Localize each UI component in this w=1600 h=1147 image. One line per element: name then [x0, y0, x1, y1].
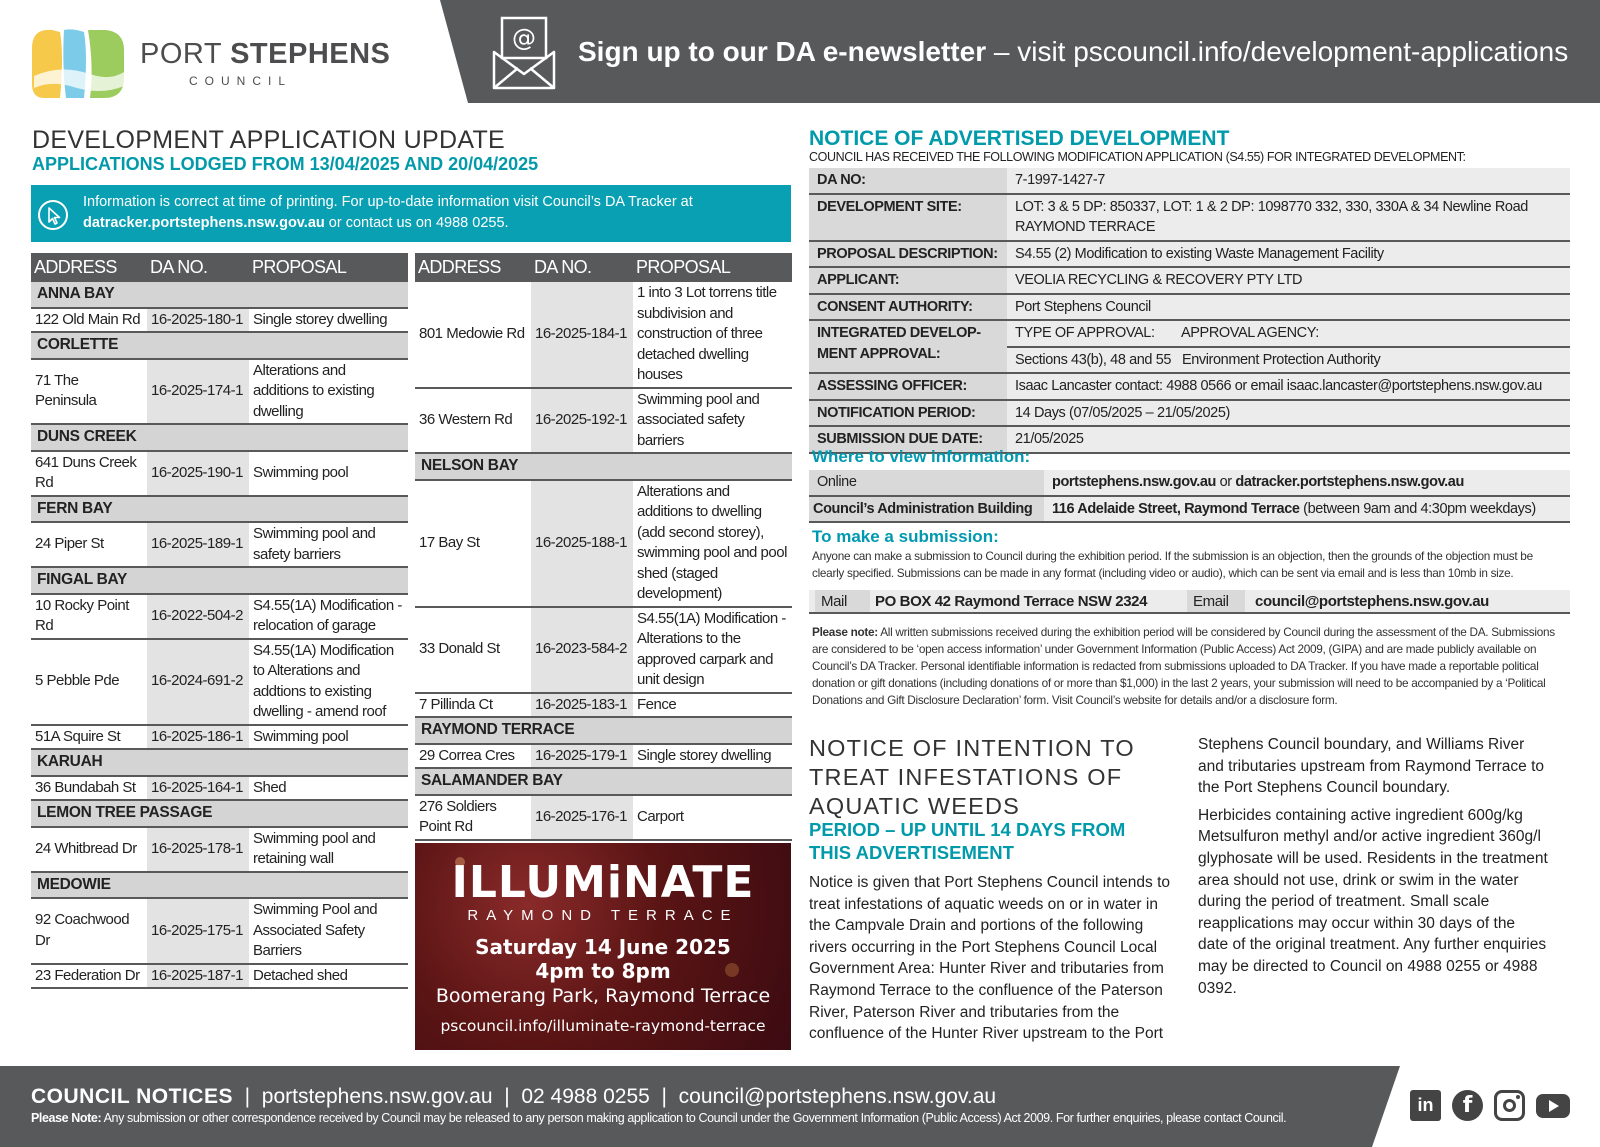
suburb-name: ANNA BAY	[31, 282, 408, 308]
da-address: 51A Squire St	[31, 725, 147, 750]
suburb-header	[31, 800, 408, 827]
suburb-name: LEMON TREE PASSAGE	[31, 800, 408, 827]
suburb-header	[415, 768, 792, 795]
da-proposal: Swimming pool and retaining wall	[249, 827, 408, 872]
da-address: 71 The Peninsula	[31, 359, 147, 425]
da-address: 122 Old Main Rd	[31, 308, 147, 333]
da-update-subtitle: APPLICATIONS LODGED FROM 13/04/2025 AND 20/04/2025	[32, 154, 539, 174]
suburb-header	[415, 453, 792, 480]
illuminate-date: Saturday 14 June 2025	[475, 935, 731, 959]
suburb-name: FINGAL BAY	[31, 567, 408, 594]
weeds-paragraph-2: Herbicides containing active ingredient 600g/kg Metsulfuron methyl and/or active ingredient 360g/l glyphosate will be used. Residents in the treatment area should not use, drink or swim in the water during the period of treatment. Small scale reapplications may occur within 30 days of the date of the original treatment. Any further enquiries may be directed to Council on 4988 0255 or 4988 0392.	[1198, 806, 1548, 997]
da-proposal: 1 into 3 Lot torrens title subdivision and construction of three detached dwelling houses	[633, 282, 792, 388]
da-proposal: Swimming Pool and Associated Safety Barriers	[249, 898, 408, 964]
suburb-name: SALAMANDER BAY	[415, 768, 792, 795]
detail-value: 14 Days (07/05/2025 – 21/05/2025)	[1007, 400, 1570, 427]
da-address: 36 Bundabah St	[31, 776, 147, 801]
detail-value: Port Stephens Council	[1007, 294, 1570, 321]
instagram-icon[interactable]	[1494, 1090, 1525, 1121]
da-proposal: S4.55(1A) Modification to Alterations and addtions to existing dwelling - amend roof	[249, 639, 408, 725]
weeds-paragraph-1-part-2: Stephens Council boundary, and Williams River and tributaries upstream from Raymond Terrace to the Port Stephens Council boundary.	[1198, 736, 1545, 797]
da-table-right	[415, 253, 792, 841]
detail-label: DA NO:	[809, 168, 1007, 194]
da-address: 801 Medowie Rd	[415, 282, 531, 388]
da-number[interactable]: 16-2025-187-1	[147, 964, 249, 989]
footer-contacts: COUNCIL NOTICES | portstephens.nsw.gov.au | 02 4988 0255 | council@portstephens.nsw.gov.au	[31, 1085, 997, 1108]
da-table-left	[31, 253, 408, 989]
da-row	[31, 308, 408, 333]
where-to-view-title: Where to view information:	[812, 447, 1031, 466]
footer-label: COUNCIL NOTICES	[31, 1085, 233, 1108]
da-row	[31, 776, 408, 801]
suburb-header	[31, 424, 408, 451]
suburb-header	[31, 332, 408, 359]
weeds-text-column-2	[1198, 734, 1548, 999]
da-proposal: Carport	[633, 795, 792, 840]
footer-note: Please Note: Any submission or other correspondence received by Council may be released to any person making application to Council under the Government Information (Public Access) Act 2009. For further enquiries, please contact Council.	[31, 1111, 1287, 1125]
da-number[interactable]: 16-2025-178-1	[147, 827, 249, 872]
detail-row	[809, 400, 1570, 427]
da-address: 10 Rocky Point Rd	[31, 594, 147, 639]
col-header-proposal: PROPOSAL	[249, 253, 408, 282]
weeds-paragraph-1-part-1: Notice is given that Port Stephens Council intends to treat infestations of aquatic weeds on or in water in the Campvale Drain and portions of the following rivers occurring in the Port Stephens Council Local Government Area: Hunter River and tributaries from Raymond Terrace to the confluence of the Paterson River, Paterson River and tributaries from the confluence of the Hunter River upstream to the Port	[809, 874, 1171, 1043]
da-proposal: Fence	[633, 693, 792, 718]
da-proposal: Swimming pool	[249, 451, 408, 496]
newsletter-signup-text[interactable]: Sign up to our DA e-newsletter – visit pscouncil.info/development-applications	[578, 36, 1569, 67]
suburb-header	[31, 496, 408, 523]
illuminate-time: 4pm to 8pm	[535, 959, 671, 983]
council-logo	[30, 26, 126, 100]
suburb-header	[31, 872, 408, 899]
integrated-approval-label: INTEGRATED DEVELOP-MENT APPROVAL:	[809, 320, 1007, 373]
da-address: 92 Coachwood Dr	[31, 898, 147, 964]
weeds-title: NOTICE OF INTENTION TO TREAT INFESTATIONS OF AQUATIC WEEDS	[809, 735, 1135, 819]
integrated-approval-row	[809, 320, 1570, 347]
da-number[interactable]: 16-2025-180-1	[147, 308, 249, 333]
da-number[interactable]: 16-2025-190-1	[147, 451, 249, 496]
da-number[interactable]: 16-2025-183-1	[531, 693, 633, 718]
linkedin-icon[interactable]: in	[1410, 1090, 1441, 1121]
da-number[interactable]: 16-2025-174-1	[147, 359, 249, 425]
datracker-link[interactable]: datracker.portstephens.nsw.gov.au	[83, 215, 325, 231]
da-row	[415, 693, 792, 718]
col-header-address: ADDRESS	[415, 253, 531, 282]
mail-label: Mail	[815, 590, 870, 612]
integrated-approval-headings: TYPE OF APPROVAL: APPROVAL AGENCY:	[1007, 320, 1570, 347]
submission-contact-row	[809, 590, 1570, 614]
da-proposal: Alterations and additions to dwelling (add second storey), swimming pool and pool shed (staged development)	[633, 480, 792, 607]
da-row	[31, 827, 408, 872]
detail-label: CONSENT AUTHORITY:	[809, 294, 1007, 321]
footer-phone[interactable]: 02 4988 0255	[521, 1085, 650, 1108]
da-number[interactable]: 16-2022-504-2	[147, 594, 249, 639]
online-link-2[interactable]: datracker.portstephens.nsw.gov.au	[1235, 474, 1464, 490]
advertised-subtitle: COUNCIL HAS RECEIVED THE FOLLOWING MODIFICATION APPLICATION (S4.55) FOR INTEGRATED DEVELOPMENT:	[809, 150, 1466, 164]
detail-value: 21/05/2025	[1007, 426, 1570, 453]
admin-address: 116 Adelaide Street, Raymond Terrace	[1052, 500, 1300, 517]
detail-row	[809, 241, 1570, 268]
da-address: 276 Soldiers Point Rd	[415, 795, 531, 840]
da-row	[415, 388, 792, 454]
detail-row	[809, 267, 1570, 294]
suburb-name: RAYMOND TERRACE	[415, 717, 792, 744]
detail-value: 7-1997-1427-7	[1007, 168, 1570, 194]
suburb-name: KARUAH	[31, 749, 408, 776]
da-update-title: DEVELOPMENT APPLICATION UPDATE	[32, 126, 506, 154]
da-address: 33 Donald St	[415, 607, 531, 693]
detail-row	[809, 168, 1570, 194]
illuminate-ad[interactable]	[415, 843, 791, 1050]
logo-name: PORT STEPHENS	[140, 38, 391, 70]
detail-label: PROPOSAL DESCRIPTION:	[809, 241, 1007, 268]
da-address: 23 Federation Dr	[31, 964, 147, 989]
da-row	[31, 964, 408, 989]
detail-label: SUBMISSION DUE DATE:	[809, 426, 1007, 453]
facebook-icon[interactable]: f	[1452, 1090, 1483, 1121]
da-address: 24 Piper St	[31, 522, 147, 567]
suburb-name: NELSON BAY	[415, 453, 792, 480]
footer-email[interactable]: council@portstephens.nsw.gov.au	[678, 1085, 997, 1108]
suburb-header	[415, 717, 792, 744]
da-proposal: S4.55(1A) Modification - relocation of garage	[249, 594, 408, 639]
da-address: 29 Correa Cres	[415, 744, 531, 769]
da-number[interactable]: 16-2025-179-1	[531, 744, 633, 769]
submission-text: Anyone can make a submission to Council during the exhibition period. If the submission is an objection, then the grounds of the objection must be clearly specified. Submissions can be made in any format (including video or audio), which can be sent via email and is less than 10mb in size.	[812, 549, 1533, 580]
da-address: 7 Pillinda Ct	[415, 693, 531, 718]
da-row	[31, 639, 408, 725]
illuminate-venue: Boomerang Park, Raymond Terrace	[435, 985, 771, 1007]
detail-row	[809, 294, 1570, 321]
da-address: 24 Whitbread Dr	[31, 827, 147, 872]
da-proposal: Shed	[249, 776, 408, 801]
da-row	[31, 898, 408, 964]
info-text-end: or contact us on 4988 0255.	[324, 215, 509, 231]
da-row	[31, 451, 408, 496]
online-label: Online	[809, 470, 1044, 496]
illuminate-title: ILLUMiNATE	[451, 857, 755, 908]
svg-text:@: @	[512, 24, 536, 52]
da-proposal: Alterations and additions to existing dwelling	[249, 359, 408, 425]
email-label: Email	[1187, 590, 1245, 612]
da-number[interactable]: 16-2025-184-1	[531, 282, 633, 388]
suburb-name: MEDOWIE	[31, 872, 408, 899]
detail-value: Isaac Lancaster contact: 4988 0566 or email isaac.lancaster@portstephens.nsw.gov.au	[1007, 373, 1570, 400]
weeds-period: PERIOD – UP UNTIL 14 DAYS FROM THIS ADVERTISEMENT	[809, 819, 1126, 863]
da-number[interactable]: 16-2025-186-1	[147, 725, 249, 750]
da-address: 5 Pebble Pde	[31, 639, 147, 725]
info-banner	[31, 185, 791, 242]
da-proposal: Swimming pool and safety barriers	[249, 522, 408, 567]
da-number[interactable]: 16-2025-189-1	[147, 522, 249, 567]
da-proposal: S4.55(1A) Modification - Alterations to the approved carpark and unit design	[633, 607, 792, 693]
col-header-da: DA NO.	[531, 253, 633, 282]
detail-label: ASSESSING OFFICER:	[809, 373, 1007, 400]
footer-website[interactable]: portstephens.nsw.gov.au	[261, 1085, 493, 1108]
suburb-header	[31, 567, 408, 594]
da-number[interactable]: 16-2025-175-1	[147, 898, 249, 964]
da-number[interactable]: 16-2023-584-2	[531, 607, 633, 693]
da-row	[415, 282, 792, 388]
da-proposal: Swimming pool	[249, 725, 408, 750]
please-note: Please note: All written submissions received during the exhibition period will be considered by Council during the assessment of the DA. Submissions are considered to be ‘open access information’ under Government Information (Public Access) Act 2009, (GIPA) and are made publicly available on Council’s DA Tracker. Personal identifiable information is redacted from submissions uploaded to DA Tracker. If you have made a reportable political donation or gift donations (including donations of or more than $1,000) in the last 2 years, your submission will need to be accompanied by a ‘Political Donations and Gift Disclosure Declaration’ form. Visit Council’s website for details and/or a disclosure form.	[812, 625, 1555, 707]
integrated-approval-values: Sections 43(b), 48 and 55 Environment Protection Authority	[1007, 347, 1570, 374]
detail-row	[809, 194, 1570, 241]
da-row	[415, 607, 792, 693]
detail-value: LOT: 3 & 5 DP: 850337, LOT: 1 & 2 DP: 1098770 332, 330, 330A & 34 Newline Road RAYMOND TERRACE	[1007, 194, 1570, 241]
online-link-1[interactable]: portstephens.nsw.gov.au	[1052, 474, 1217, 490]
advertised-title: NOTICE OF ADVERTISED DEVELOPMENT	[809, 127, 1230, 150]
where-to-view-table: Online portstephens.nsw.gov.au or datracker.portstephens.nsw.gov.au Council’s Administration Building 116 Adelaide Street, Raymond Terrace (between 9am and 4:30pm weekdays)	[809, 470, 1570, 523]
advertised-details-table	[809, 168, 1570, 454]
email-newsletter-icon	[492, 16, 556, 90]
info-text: Information is correct at time of printing. For up-to-date information visit Council’s DA Tracker at	[83, 194, 693, 210]
detail-label: NOTIFICATION PERIOD:	[809, 400, 1007, 427]
submission-title: To make a submission:	[812, 527, 999, 546]
col-header-da: DA NO.	[147, 253, 249, 282]
suburb-header	[31, 282, 408, 308]
detail-value: S4.55 (2) Modification to existing Waste Management Facility	[1007, 241, 1570, 268]
col-header-address: ADDRESS	[31, 253, 147, 282]
da-row	[31, 725, 408, 750]
da-address: 641 Duns Creek Rd	[31, 451, 147, 496]
detail-label: APPLICANT:	[809, 267, 1007, 294]
suburb-name: DUNS CREEK	[31, 424, 408, 451]
logo-subtitle: COUNCIL	[189, 74, 293, 88]
da-proposal: Swimming pool and associated safety barriers	[633, 388, 792, 454]
da-number[interactable]: 16-2025-188-1	[531, 480, 633, 607]
da-number[interactable]: 16-2024-691-2	[147, 639, 249, 725]
suburb-name: CORLETTE	[31, 332, 408, 359]
da-proposal: Single storey dwelling	[249, 308, 408, 333]
da-row	[31, 359, 408, 425]
youtube-icon[interactable]	[1536, 1094, 1570, 1118]
da-number[interactable]: 16-2025-192-1	[531, 388, 633, 454]
da-number[interactable]: 16-2025-164-1	[147, 776, 249, 801]
detail-row	[809, 373, 1570, 400]
suburb-name: FERN BAY	[31, 496, 408, 523]
da-row	[415, 480, 792, 607]
da-address: 17 Bay St	[415, 480, 531, 607]
admin-label: Council’s Administration Building	[809, 496, 1044, 523]
cursor-click-icon	[38, 200, 68, 230]
illuminate-subtitle: RAYMOND TERRACE	[467, 907, 739, 924]
da-row	[415, 744, 792, 769]
da-number[interactable]: 16-2025-176-1	[531, 795, 633, 840]
da-row	[31, 522, 408, 567]
da-proposal: Single storey dwelling	[633, 744, 792, 769]
weeds-text-column-1	[809, 872, 1183, 1046]
da-row	[31, 594, 408, 639]
da-address: 36 Western Rd	[415, 388, 531, 454]
email-address[interactable]: council@portstephens.nsw.gov.au	[1255, 593, 1489, 610]
detail-label: DEVELOPMENT SITE:	[809, 194, 1007, 241]
illuminate-url[interactable]: pscouncil.info/illuminate-raymond-terrace	[440, 1017, 766, 1035]
col-header-proposal: PROPOSAL	[633, 253, 792, 282]
detail-value: VEOLIA RECYCLING & RECOVERY PTY LTD	[1007, 267, 1570, 294]
da-row	[415, 795, 792, 840]
mail-address: PO BOX 42 Raymond Terrace NSW 2324	[875, 593, 1148, 610]
da-proposal: Detached shed	[249, 964, 408, 989]
suburb-header	[31, 749, 408, 776]
